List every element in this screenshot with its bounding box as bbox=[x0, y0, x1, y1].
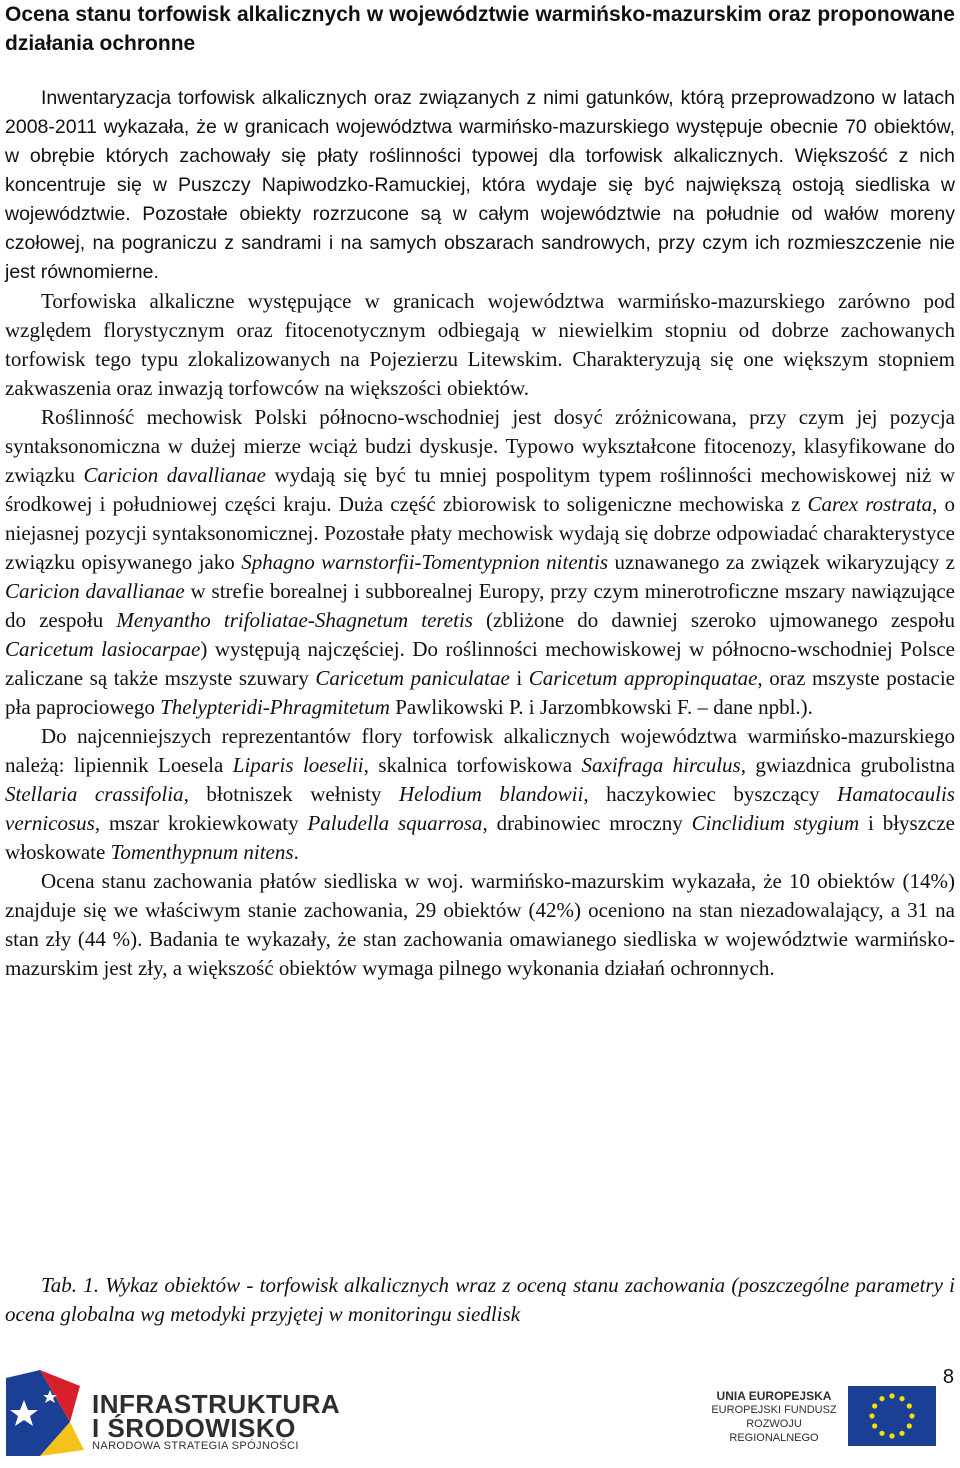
text-run: uznawanego za związek wikaryzujący z bbox=[608, 550, 955, 574]
table-caption: Tab. 1. Wykaz obiektów - torfowisk alkalicznych wraz z oceną stanu zachowania (poszczególne parametry i ocena globalna wg metodyki przyjętej w monitoringu siedlisk bbox=[5, 1273, 955, 1326]
text-run: , drabinowiec mroczny bbox=[482, 811, 692, 835]
text-run: . bbox=[293, 840, 299, 864]
eu-line3: ROZWOJU REGIONALNEGO bbox=[729, 1418, 819, 1444]
eu-star bbox=[907, 1423, 912, 1428]
text-run: Roślinność mechowisk Polski północno-wschodniej jest dosyć zróżnicowana, przy czym jej pozycja syntaksonomiczna w dużej mierze wciąż budzi dyskusje. Typowo wykształcone fitocenozy, klasyfikowane do związku bbox=[5, 405, 955, 487]
paragraph-5: Ocena stanu zachowania płatów siedliska w woj. warmińsko-mazurskim wykazała, że 10 obiektów (14%) znajduje się we właściwym stanie zachowania, 29 obiektów (42%) oceniono na stan niezadowalający, a 31 na stan zły (44 %). Badania te wykazały, że stan zachowania omawianego siedliska w województwie warmińsko-mazurskim jest zły, a większość obiektów wymaga pilnego wykonania działań ochronnych. bbox=[5, 869, 955, 980]
eu-fund-text bbox=[706, 1389, 842, 1445]
eu-star bbox=[872, 1423, 877, 1428]
species-name: Liparis loeselii bbox=[232, 753, 364, 777]
species-name: Paludella squarrosa bbox=[307, 811, 483, 835]
text-run: , skalnica torfowiskowa bbox=[363, 753, 582, 777]
eu-star bbox=[909, 1413, 914, 1418]
text-run: Pawlikowski P. i Jarzombkowski F. – dane npbl.). bbox=[389, 695, 813, 719]
eu-flag-icon bbox=[848, 1386, 936, 1446]
logo-title bbox=[92, 1389, 341, 1443]
text-run: w strefie borealnej i subborealnej Europy, przy czym minerotroficzne mszary nawiązujące do zespołu bbox=[5, 579, 955, 632]
species-name: Hamatocaulis vernicosus bbox=[5, 782, 955, 835]
text-run: i bbox=[509, 666, 529, 690]
text-run: i błyszcze włoskowate bbox=[5, 811, 956, 864]
text-run: Do najcenniejszych reprezentantów flory torfowisk alkalicznych województwa warmińsko-mazurskiego należą: lipiennik Loesela bbox=[5, 724, 955, 777]
eu-star bbox=[879, 1396, 884, 1401]
eu-line2: EUROPEJSKI FUNDUSZ bbox=[711, 1404, 837, 1416]
document-body bbox=[5, 84, 955, 983]
logo-title-line1: INFRASTRUKTURA bbox=[92, 1389, 341, 1419]
paragraph-4 bbox=[5, 722, 955, 867]
text-run: , haczykowiec byszczący bbox=[583, 782, 838, 806]
paragraph-2: Torfowiska alkaliczne występujące w granicach województwa warmińsko-mazurskiego zarówno pod względem florystycznym oraz fitocenotycznym odbiegają w niewielkim stopniu od dobrze zachowanych torfowisk tego typu zlokalizowanych na Pojezierzu Litewskim. Charakteryzują się one większym stopniem zakwaszenia oraz inwazją torfowców na większości obiektów. bbox=[5, 289, 955, 400]
logo-subtitle: NARODOWA STRATEGIA SPÓJNOŚCI bbox=[92, 1440, 299, 1452]
eu-star bbox=[889, 1393, 894, 1398]
text-run: , o niejasnej pozycji syntaksonomicznej. Pozostałe płaty mechowisk wydają się dobrze odpowiadać charakterystyce związku opisywanego jako bbox=[5, 492, 956, 574]
text-run: , gwiazdnica grubolistna bbox=[740, 753, 955, 777]
paragraph-3 bbox=[5, 403, 955, 722]
species-name: Stellaria crassifolia bbox=[5, 782, 184, 806]
text-run: ) występują najczęściej. Do roślinności mechowiskowej w północno-wschodniej Polsce zaliczane są także mszyste szuwary bbox=[5, 637, 955, 690]
paragraph-1: Inwentaryzacja torfowisk alkalicznych oraz związanych z nimi gatunków, którą przeprowadzono w latach 2008-2011 wykazała, że w granicach województwa warmińsko-mazurskiego występuje obecnie 70 obiektów, w obrębie których zachowały się płaty roślinności typowej dla torfowisk alkalicznych. Większość z nich koncentruje się w Puszczy Napiwodzko-Ramuckiej, która wydaje się być największą ostoją siedliska w województwie. Pozostałe obiekty rozrzucone są w całym województwie na południe od wałów moreny czołowej, na pograniczu z sandrami i na samych obszarach sandrowych, przy czym ich rozmieszczenie nie jest równomierne. bbox=[5, 87, 955, 283]
text-run: , oraz mszyste postacie pła paprociowego bbox=[5, 666, 955, 719]
text-run: wydają się być tu mniej pospolitym typem roślinności mechowiskowej niż w środkowej i południowej części kraju. Duża część zbiorowisk to soligeniczne mechowiska z bbox=[5, 463, 955, 516]
species-name: Caricetum appropinquatae bbox=[528, 666, 758, 690]
species-name: Thelypteridi-Phragmitetum bbox=[160, 695, 390, 719]
species-name: Caricion davallianae bbox=[83, 463, 266, 487]
eu-star bbox=[907, 1403, 912, 1408]
eu-star bbox=[889, 1433, 894, 1438]
species-name: Helodium blandowii bbox=[398, 782, 584, 806]
text-run: , mszar krokiewkowaty bbox=[94, 811, 308, 835]
logo-title-line2: I ŚRODOWISKO bbox=[92, 1413, 296, 1443]
species-name: Caricetum lasiocarpae bbox=[5, 637, 201, 661]
text-run: (zbliżone do dawniej szeroko ujmowanego zespołu bbox=[472, 608, 955, 632]
species-name: Saxifraga hirculus bbox=[581, 753, 741, 777]
species-name: Caricion davallianae bbox=[5, 579, 185, 603]
species-name: Carex rostrata bbox=[807, 492, 933, 516]
page-title: Ocena stanu torfowisk alkalicznych w województwie warmińsko-mazurskim oraz proponowane działania ochronne bbox=[5, 3, 955, 55]
species-name: Tomenthypnum nitens bbox=[110, 840, 294, 864]
eu-star bbox=[879, 1431, 884, 1436]
species-name: Cinclidium stygium bbox=[691, 811, 860, 835]
eu-star bbox=[899, 1431, 904, 1436]
species-name: Sphagno warnstorfii-Tomentypnion nitentis bbox=[241, 550, 609, 574]
eu-star bbox=[899, 1396, 904, 1401]
eu-line1: UNIA EUROPEJSKA bbox=[716, 1389, 832, 1403]
eu-star bbox=[872, 1403, 877, 1408]
eu-star bbox=[869, 1413, 874, 1418]
species-name: Menyantho trifoliatae-Shagnetum teretis bbox=[116, 608, 473, 632]
text-run: , błotniszek wełnisty bbox=[183, 782, 399, 806]
page-number: 8 bbox=[942, 1366, 954, 1388]
species-name: Caricetum paniculatae bbox=[315, 666, 510, 690]
